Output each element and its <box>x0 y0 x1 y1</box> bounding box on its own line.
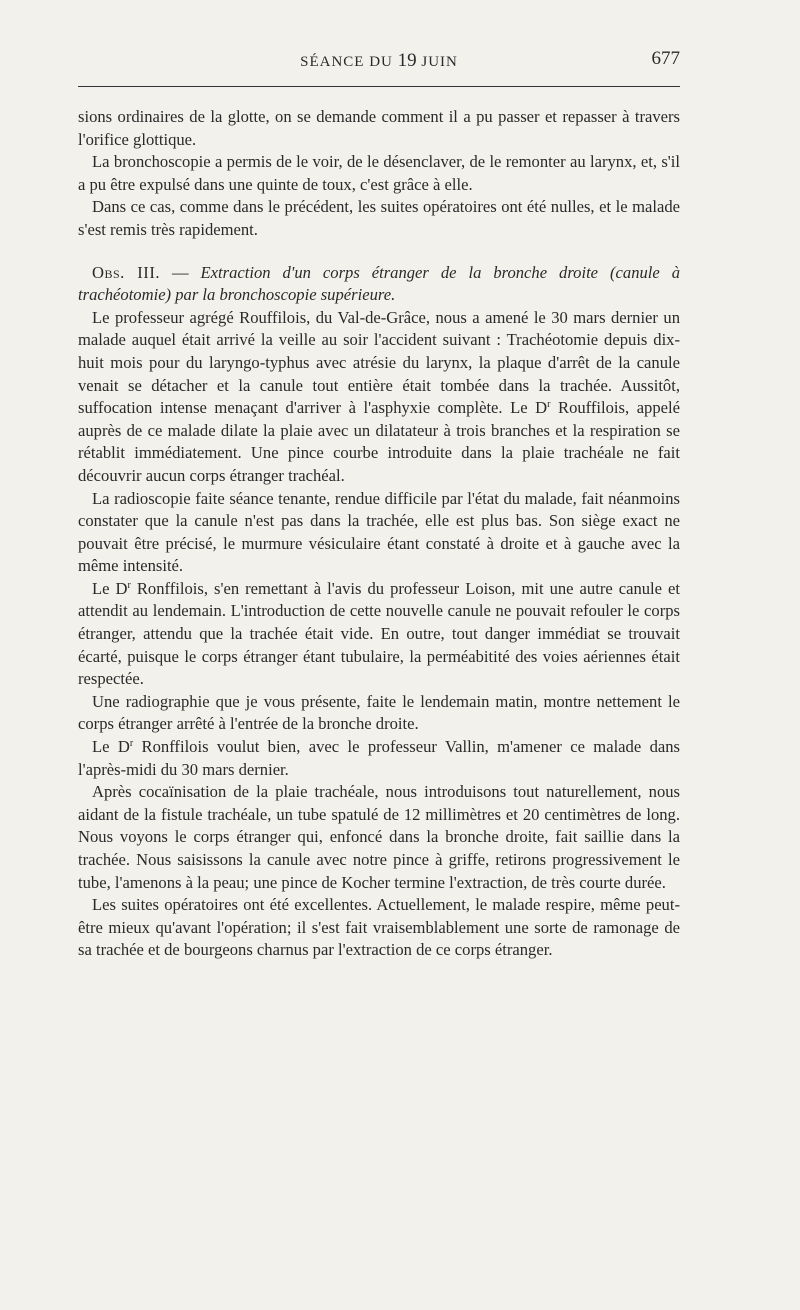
running-head-pre: SÉANCE DU <box>300 54 398 70</box>
paragraph-continuation: sions ordinaires de la glotte, on se demande comment il a pu passer et repasser à travers l'orifice glottique. <box>78 107 680 149</box>
new-canula-part-a: Le D <box>92 578 128 598</box>
page-number: 677 <box>651 48 680 69</box>
body-text <box>78 106 680 962</box>
paragraph-radiography: Une radiographie que je vous présente, faite le lendemain matin, montre nettement le corps étranger arrêté à l'entrée de la bronche droite. <box>78 691 680 734</box>
running-head-post: JUIN <box>416 54 458 70</box>
case-history-part-a: Le professeur agrégé Rouffilois, du Val-de-Grâce, nous a amené le 30 mars dernier un malade auquel était arrivé la veille au soir l'accident suivant : Trachéotomie depuis dix-huit mois pour du laryngo-typhus avec atrésie du larynx, la plaque d'arrêt de la canule venait se détacher et la canule tout entière était tombée dans la trachée. Aussitôt, suffocation intense menaçant d'arriver à l'asphyxie complète. Le D <box>78 307 680 418</box>
referral-part-b: Ronffilois voulut bien, avec le professeur Vallin, m'amener ce malade dans l'après-midi du 30 mars dernier. <box>78 737 680 779</box>
paragraph-results: Les suites opératoires ont été excellentes. Actuellement, le malade respire, même peut-être mieux qu'avant l'opération; il s'est fait vraisemblablement une sorte de ramonage de sa trachée et de bourgeons charnus par l'extraction de ce corps étranger. <box>78 895 680 960</box>
paragraph-radioscopy: La radioscopie faite séance tenante, rendue difficile par l'état du malade, fait néanmoins constater que la canule n'est pas dans la trachée, elle est plus bas. Son siège exact ne pouvait être précisé, le murmure vésiculaire étant constaté à droite et à gauche avec la même intensité. <box>78 488 680 576</box>
doctor-abbrev-sup: r <box>547 399 551 411</box>
doctor-abbrev-sup: r <box>127 579 131 591</box>
observation-heading <box>78 262 680 307</box>
paragraph-referral <box>78 736 680 781</box>
running-head <box>78 50 680 72</box>
new-canula-part-b: Ronffilois, s'en remettant à l'avis du professeur Loison, mit une autre canule et attendit au lendemain. L'introduction de cette nouvelle canule ne pouvait refouler le corps étranger, attendu que la trachée était vide. En outre, tout danger immédiat se trouvait écarté, puisque le corps étranger étant tubulaire, la perméabitité des voies aériennes était respectée. <box>78 578 680 689</box>
page-header <box>78 0 680 86</box>
referral-part-a: Le D <box>92 737 130 757</box>
case-history-part-b: Rouffilois, appelé auprès de ce malade dilate la plaie avec un dilatateur à trois branches et la respiration se rétablit immédiatement. Une pince courbe introduite dans la plaie trachéale ne fait découvrir aucun corps étranger trachéal. <box>78 398 680 485</box>
observation-label: Obs. III. <box>92 262 160 282</box>
paragraph-extraction: Après cocaïnisation de la plaie trachéale, nous introduisons tout naturellement, nous aidant de la fistule trachéale, un tube spatulé de 12 millimètres et 20 centimètres de long. Nous voyons le corps étranger qui, enfoncé dans la bronche droite, fait saillie dans la trachée. Nous saisissons la canule avec notre pince à griffe, retirons progressivement le tube, l'amenons à la peau; une pince de Kocher termine l'extraction, de très courte durée. <box>78 782 680 892</box>
header-rule <box>78 86 680 87</box>
running-head-day: 19 <box>397 50 417 71</box>
doctor-abbrev-sup: r <box>129 738 134 750</box>
observation-title: Extraction d'un corps étranger de la bronche droite (canule à trachéotomie) par la bronchoscopie supérieure. <box>78 262 681 305</box>
paragraph-bronchoscopy: La bronchoscopie a permis de le voir, de le désenclaver, de le remonter au larynx, et, s'il a pu être expulsé dans une quinte de toux, c'est grâce à elle. <box>78 152 680 194</box>
observation-dash: — <box>160 262 201 282</box>
book-page <box>78 0 681 960</box>
paragraph-new-canula <box>78 578 680 691</box>
paragraph-case-history <box>78 307 680 488</box>
paragraph-outcome: Dans ce cas, comme dans le précédent, les suites opératoires ont été nulles, et le malade s'est remis très rapidement. <box>78 197 680 239</box>
